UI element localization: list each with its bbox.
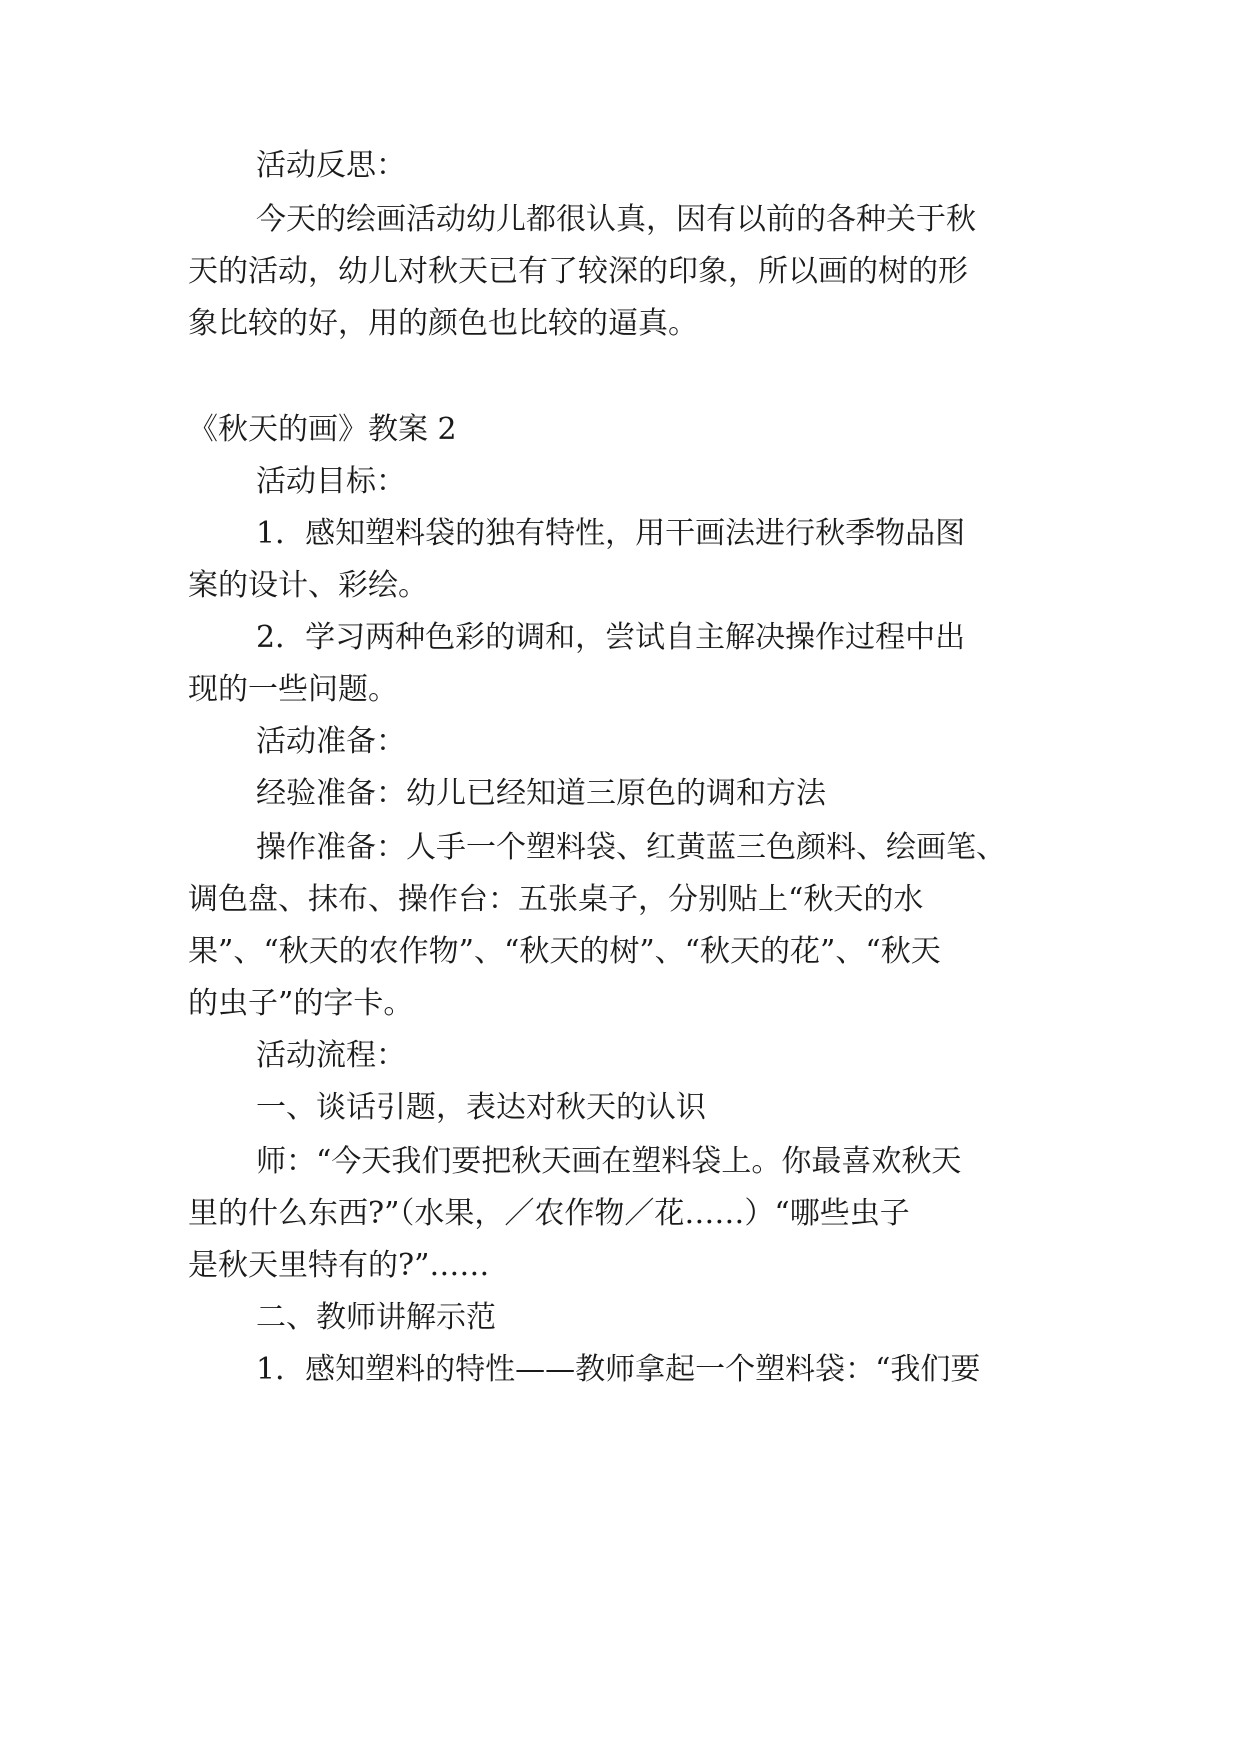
preparation-heading: 活动准备：	[256, 724, 406, 759]
reflection-line-2: 天的活动，幼儿对秋天已有了较深的印象，所以画的树的形	[188, 254, 968, 289]
goal-1-line-1: 1．感知塑料袋的独有特性，用干画法进行秋季物品图	[256, 516, 966, 551]
goal-2-line-2: 现的一些问题。	[188, 672, 398, 707]
step-2-heading: 二、教师讲解示范	[256, 1300, 496, 1335]
reflection-line-1: 今天的绘画活动幼儿都很认真，因有以前的各种关于秋	[256, 202, 976, 237]
goals-heading: 活动目标：	[256, 464, 406, 499]
step-1-line-1: 师：“今天我们要把秋天画在塑料袋上。你最喜欢秋天	[256, 1144, 962, 1179]
step-2-item-1: 1．感知塑料的特性——教师拿起一个塑料袋：“我们要	[256, 1352, 981, 1387]
goal-2-line-1: 2．学习两种色彩的调和，尝试自主解决操作过程中出	[256, 620, 966, 655]
operation-preparation-line-2: 调色盘、抹布、操作台：五张桌子，分别贴上“秋天的水	[188, 882, 924, 917]
reflection-heading: 活动反思：	[256, 148, 406, 183]
experience-preparation: 经验准备：幼儿已经知道三原色的调和方法	[256, 776, 826, 811]
operation-preparation-line-1: 操作准备：人手一个塑料袋、红黄蓝三色颜料、绘画笔、	[256, 830, 1006, 865]
operation-preparation-line-4: 的虫子”的字卡。	[188, 986, 414, 1021]
step-1-heading: 一、谈话引题，表达对秋天的认识	[256, 1090, 706, 1125]
goal-1-line-2: 案的设计、彩绘。	[188, 568, 428, 603]
process-heading: 活动流程：	[256, 1038, 406, 1073]
lesson-title: 《秋天的画》教案 2	[188, 412, 457, 447]
step-1-line-3: 是秋天里特有的?”……	[188, 1248, 490, 1283]
operation-preparation-line-3: 果”、“秋天的农作物”、“秋天的树”、“秋天的花”、“秋天	[188, 934, 941, 969]
reflection-line-3: 象比较的好，用的颜色也比较的逼真。	[188, 306, 698, 341]
step-1-line-2: 里的什么东西?”（水果，／农作物／花……）“哪些虫子	[188, 1196, 910, 1231]
